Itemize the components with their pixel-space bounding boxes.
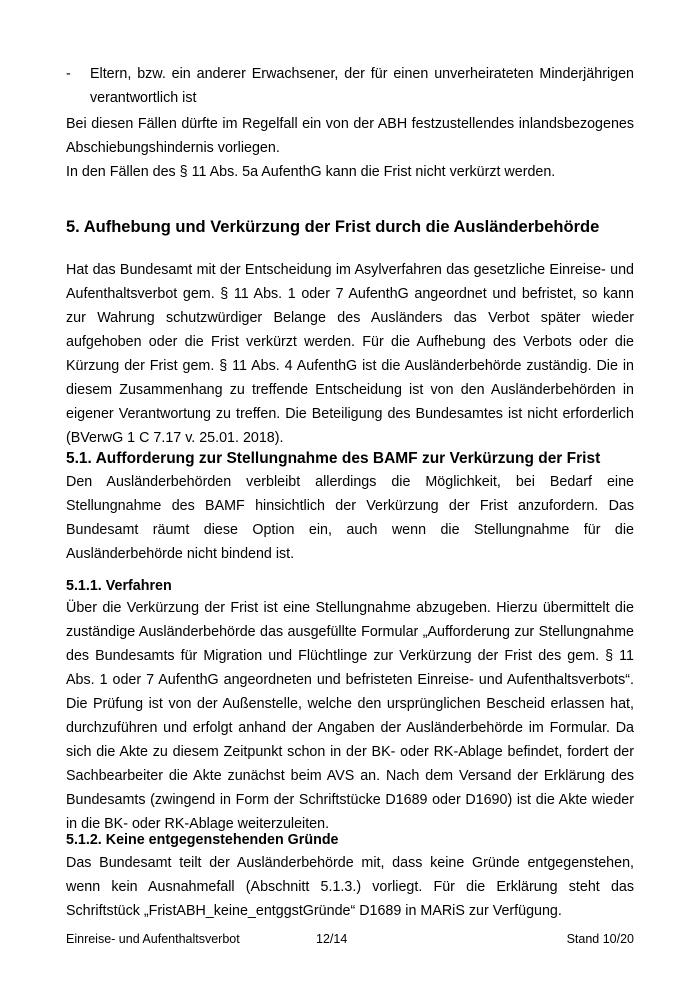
paragraph-abschiebungshindernis: Bei diesen Fällen dürfte im Regelfall ein von der ABH festzustellendes inlandsbezogenes Abschiebungshindernis vorliegen. [66,116,634,156]
heading-section-5-1-2: 5.1.2. Keine entgegenstehenden Gründe [66,832,339,848]
page-footer [66,932,634,952]
footer-version: Stand 10/20 [566,932,634,946]
heading-section-5-1-1: 5.1.1. Verfahren [66,578,172,594]
heading-section-5-1: 5.1. Aufforderung zur Stellungnahme des BAMF zur Verkürzung der Frist [66,450,601,467]
heading-section-5: 5. Aufhebung und Verkürzung der Frist durch die Ausländerbehörde [66,218,600,236]
footer-page-number: 12/14 [316,932,348,946]
paragraph-section-5-1-2-body: Das Bundesamt teilt der Ausländerbehörde mit, dass keine Gründe entgegenstehen, wenn kein Ausnahmefall (Abschnitt 5.1.3.) vorliegt. Für die Erklärung steht das Schriftstück „FristABH_keine_entggstGründe“ D1689 in MARiS zur Verfügung. [66,855,634,919]
bullet-dash: - [66,66,71,82]
paragraph-section-5-body: Hat das Bundesamt mit der Entscheidung im Asylverfahren das gesetzliche Einreise- und Aufenthaltsverbot gem. § 11 Abs. 1 oder 7 AufenthG angeordnet und befristet, so kann zur Wahrung schutzwürdiger Belange des Ausländers das Verbot später wieder aufgehoben oder die Frist verkürzt werden. Für die Aufhebung des Verbots oder die Kürzung der Frist gem. § 11 Abs. 4 AufenthG ist die Ausländerbehörde zuständig. Die in diesem Zusammenhang zu treffende Entscheidung ist von den Ausländerbehörden in eigener Verantwortung zu treffen. Die Beteiligung des Bundesamtes ist nicht erforderlich (BVerwG 1 C 7.17 v. 25.01. 2018). [66,262,634,446]
footer-document-title: Einreise- und Aufenthaltsverbot [66,932,240,946]
paragraph-section-5-1-body: Den Ausländerbehörden verbleibt allerdings die Möglichkeit, bei Bedarf eine Stellungnahme des BAMF hinsichtlich der Verkürzung der Frist anzufordern. Das Bundesamt räumt diese Option ein, auch wenn die Stellungnahme für die Ausländerbehörde nicht bindend ist. [66,474,634,562]
bullet-item-parents: Eltern, bzw. ein anderer Erwachsener, der für einen unverheirateten Minderjährigen verantwortlich ist [90,66,634,106]
paragraph-section-5-1-1-body: Über die Verkürzung der Frist ist eine Stellungnahme abzugeben. Hierzu übermittelt die zuständige Ausländerbehörde das ausgefüllte Formular „Aufforderung zur Stellungnahme des Bundesamts für Migration und Flüchtlinge zur Verkürzung der Frist des gem. § 11 Abs. 1 oder 7 AufenthG angeordneten und befristeten Einreise- und Aufenthaltsverbots“. Die Prüfung ist von der Außenstelle, welche den ursprünglichen Bescheid erlassen hat, durchzuführen und erfolgt anhand der Angaben der Ausländerbehörde im Formular. Da sich die Akte zu diesem Zeitpunkt schon in der BK- oder RK-Ablage befindet, fordert der Sachbearbeiter die Akte zunächst beim AVS an. Nach dem Versand der Erklärung des Bundesamts (zwingend in Form der Schriftstücke D1689 oder D1690) ist die Akte wieder in die BK- oder RK-Ablage weiterzuleiten. [66,600,634,832]
paragraph-section-11-5a: In den Fällen des § 11 Abs. 5a AufenthG kann die Frist nicht verkürzt werden. [66,164,556,180]
